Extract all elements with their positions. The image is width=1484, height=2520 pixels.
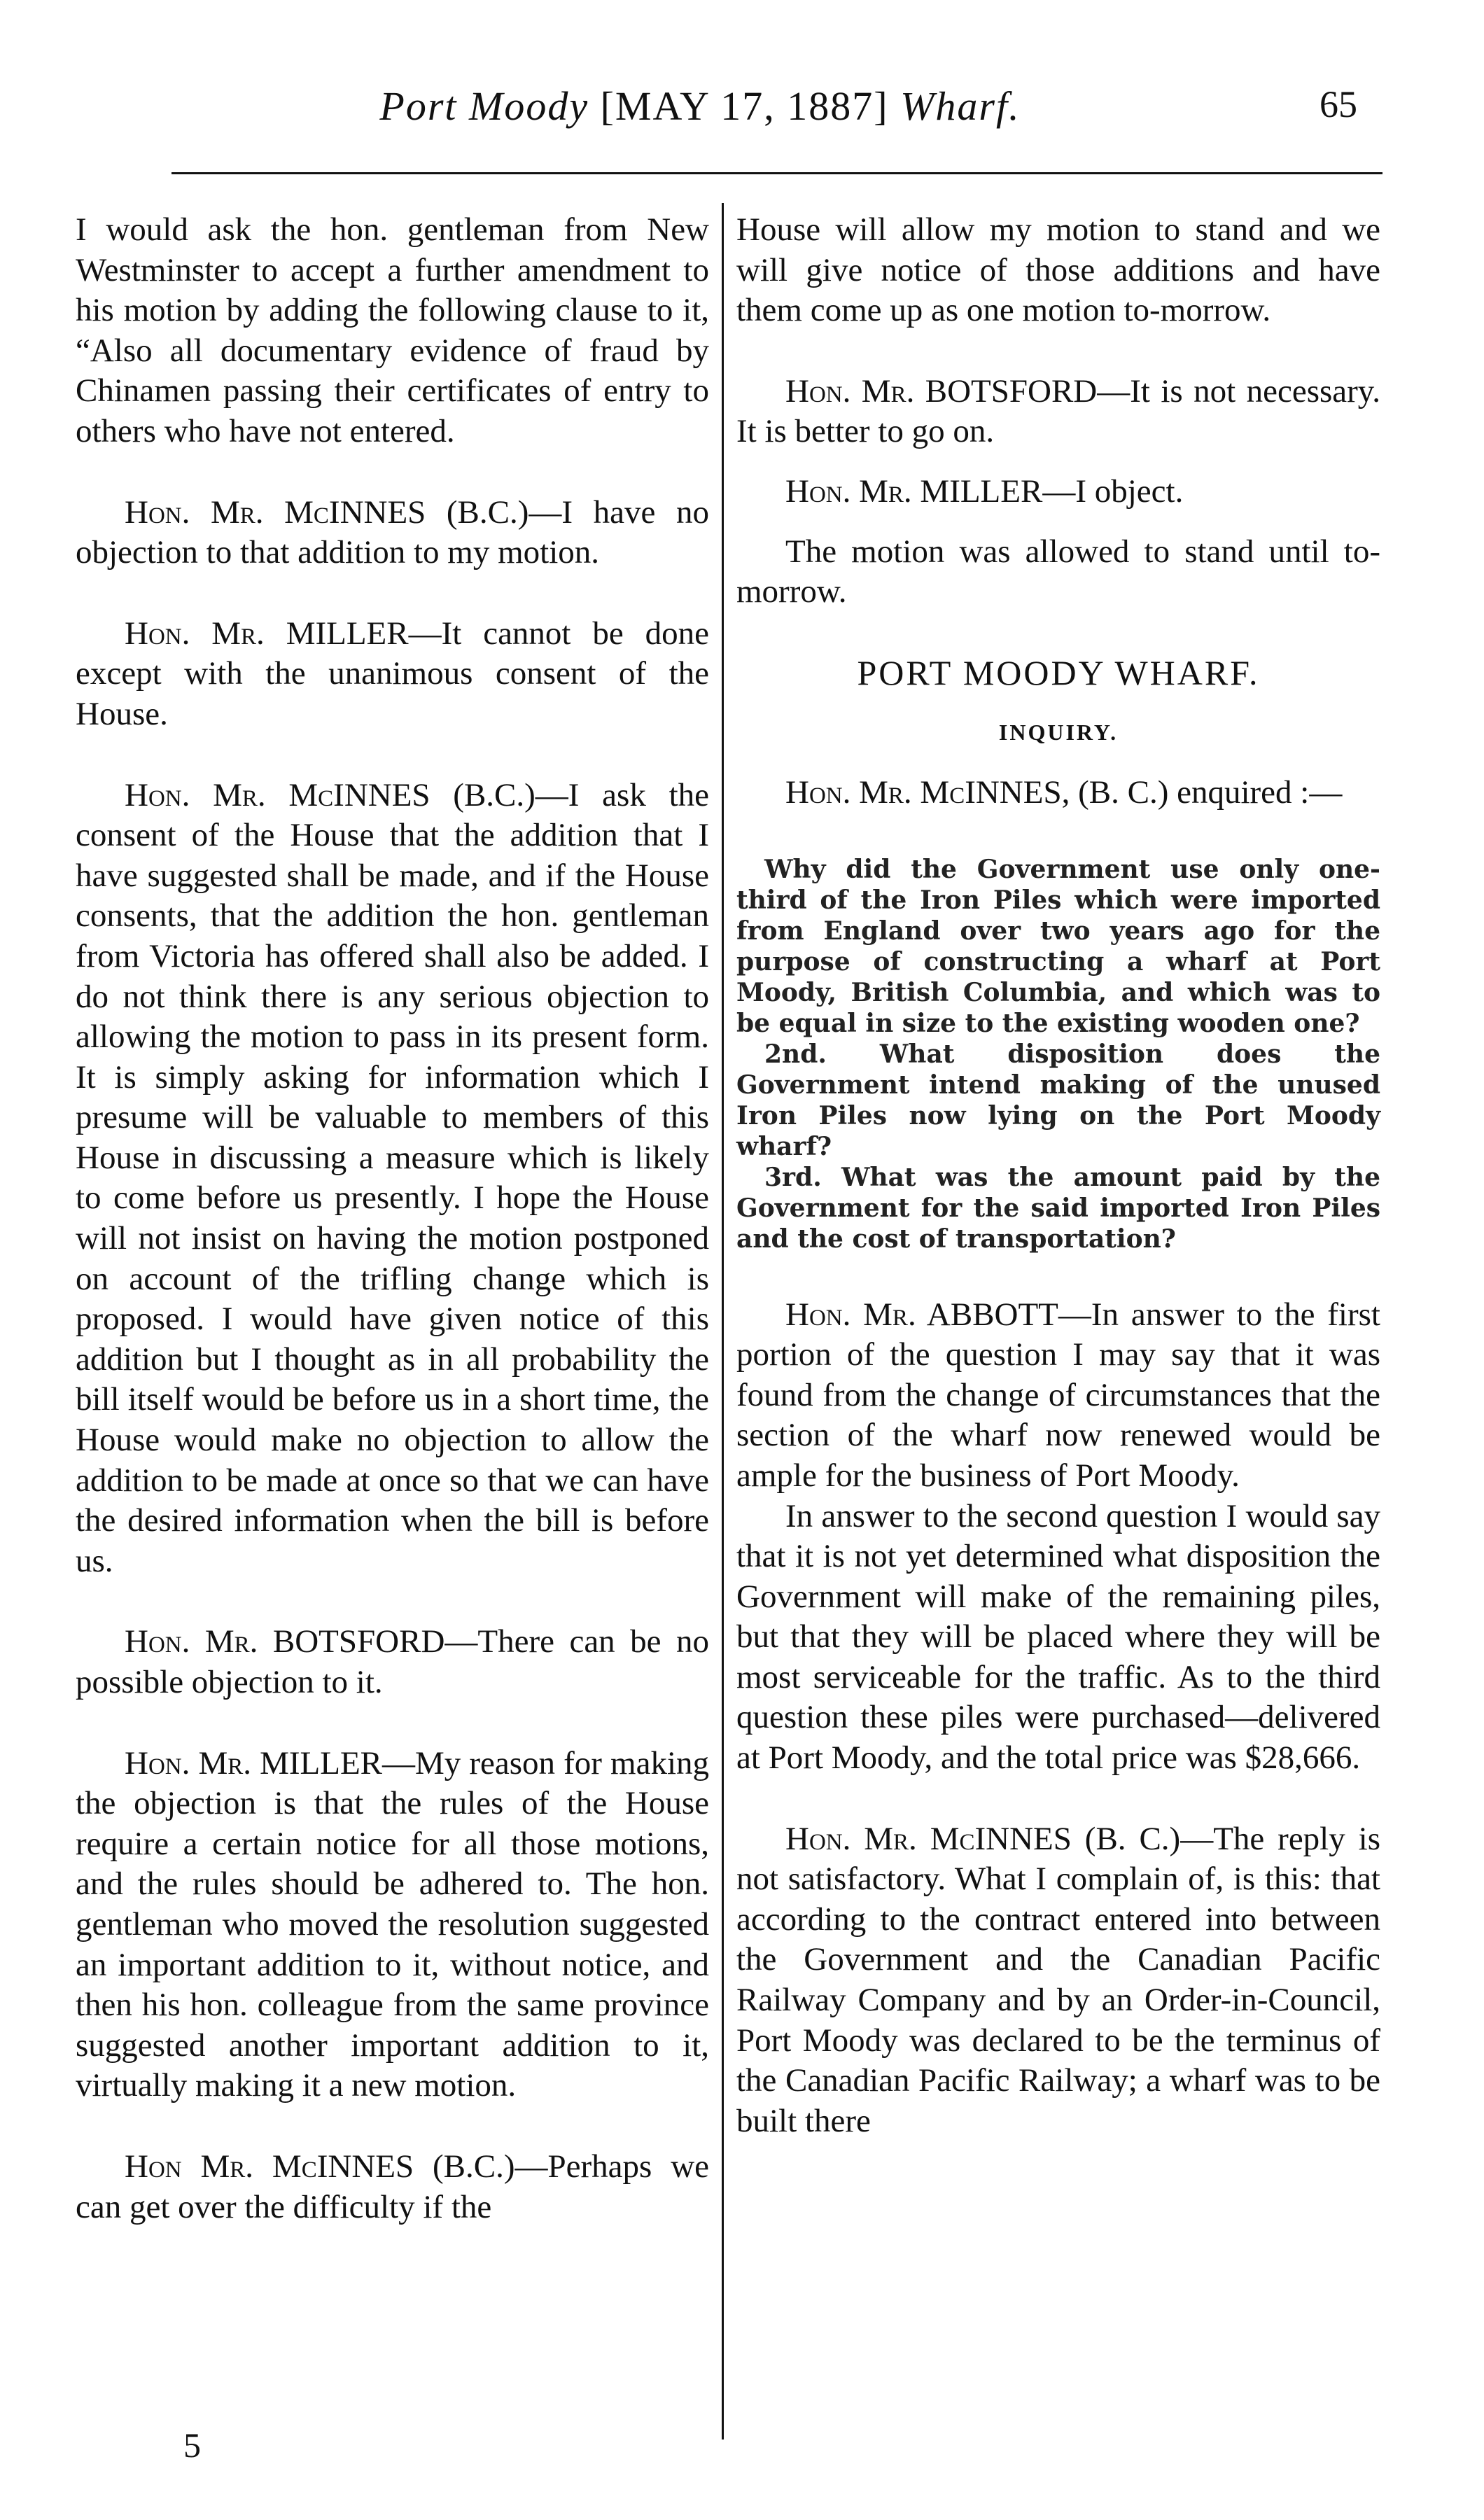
column-divider (722, 203, 724, 2440)
section-title: PORT MOODY WHARF. (857, 652, 1260, 692)
speaker: Hon. Mr. MILLER (785, 472, 1043, 510)
paragraph: In answer to the second question I would say that it is not yet determined what disposition the Government will make of the remaining piles, but that they will be placed where they will be most serviceable for the traffic. As to the third question these piles were purchased—delivered at Port Moody, and the total price was $28,666. (736, 1497, 1380, 1777)
speaker: Hon. Mr. MILLER (125, 615, 409, 652)
question-2: 2nd. What disposition does the Government intend making of the unused Iron Piles now lying on the Port Moody wharf? (736, 1039, 1380, 1161)
page-number: 65 (1320, 83, 1357, 125)
paragraph: House will allow my motion to stand and we will give notice of those additions and have them come up as one motion to-morrow. (736, 211, 1380, 329)
paragraph: Hon. Mr. BOTSFORD—It is not necessary. It is better to go on. (736, 372, 1380, 450)
speaker: Hon. Mr. BOTSFORD (785, 372, 1098, 410)
question-3: 3rd. What was the amount paid by the Government for the said imported Iron Piles and the cost of transportation? (736, 1162, 1380, 1254)
paragraph: Hon. Mr. McINNES (B.C.)—I have no objection to that addition to my motion. (76, 493, 710, 571)
paragraph: The motion was allowed to stand until to-morrow. (736, 533, 1380, 610)
question-1: Why did the Government use only one-third of the Iron Piles which were imported from England over two years ago for the purpose of constructing a wharf at Port Moody, British Columbia, and which was to be equal in size to the existing wooden one? (736, 854, 1380, 1038)
paragraph: Hon. Mr. McINNES (B. C.)—The reply is not satisfactory. What I complain of, is this: that according to the contract entered into between the Government and the Canadian Pacific Railway Company and by an Order-in-Council, Port Moody was declared to be the terminus of the Canadian Pacific Railway; a wharf was to be built there (736, 1820, 1380, 2139)
paragraph: Hon. Mr. McINNES, (B. C.) enquired :— (785, 774, 1343, 811)
header-rule (172, 172, 1382, 174)
paragraph: Hon. Mr. BOTSFORD—There can be no possible objection to it. (76, 1623, 709, 1700)
left-column (76, 210, 709, 2227)
signature-mark: 5 (183, 2426, 201, 2465)
paragraph: Hon Mr. McINNES (B.C.)—Perhaps we can get over the difficulty if the (76, 2148, 710, 2225)
running-head-left: Port Moody (379, 83, 589, 129)
paragraph: Hon. Mr. McINNES (B.C.)—I ask the consent of the House that the addition that I have suggested shall be made, and if the House consents, that the addition the hon. gentleman from Victoria has offered shall also be added. I do not think there is any serious objection to allowing the motion to pass in its present form. It is simply asking for information which I presume will be valuable to members of this House in discussing a measure which is likely to come before us presently. I hope the House will not insist on having the motion postponed on account of the trifling change which is proposed. I would have given notice of this addition but I thought as in all probability the bill itself would be before us in a short time, the House would make no objection to allow the addition to be made at once so that we can have the desired information when the bill is before us. (76, 776, 709, 1579)
speaker: Hon. Mr. MILLER (125, 1744, 383, 1782)
running-head-date: [MAY 17, 1887] (600, 83, 889, 129)
speaker: Hon. Mr. ABBOTT (785, 1296, 1058, 1333)
paragraph: Hon. Mr. ABBOTT—In answer to the first portion of the question I may say that it was found from the change of circumstances that the section of the wharf now renewed would be ample for the business of Port Moody. (736, 1296, 1380, 1494)
speaker: Hon. Mr. McINNES (B.C.) (125, 776, 536, 813)
speaker: Hon. Mr. McINNES, (B. C.) (785, 774, 1169, 811)
speaker: Hon. Mr. McINNES (B.C.) (125, 493, 529, 531)
paragraph: I would ask the hon. gentleman from New Westminster to accept a further amendment to his motion by adding the following clause to it, “Also all documentary evidence of fraud by Chinamen passing their certificates of entry to others who have not entered. (76, 211, 709, 449)
page-header (0, 83, 1484, 139)
paragraph: Hon. Mr. MILLER—It cannot be done except with the unanimous consent of the House. (76, 615, 709, 732)
section-subtitle: INQUIRY. (998, 720, 1119, 746)
speaker: Hon. Mr. BOTSFORD (125, 1623, 445, 1660)
running-head (0, 83, 1400, 130)
speaker: Hon. Mr. McINNES (B. C.) (785, 1820, 1181, 1857)
paragraph: Hon. Mr. MILLER—I object. (785, 472, 1184, 510)
speaker: Hon Mr. McINNES (B.C.) (125, 2148, 515, 2185)
running-head-right: Wharf. (900, 83, 1021, 129)
paragraph: Hon. Mr. MILLER—My reason for making the objection is that the rules of the House require a certain notice for all those motions, and the rules should be adhered to. The hon. gentleman who moved the resolution suggested an important addition to it, without notice, and then his hon. colleague from the same province suggested another important addition to it, virtually making it a new motion. (76, 1744, 710, 2104)
right-column (736, 210, 1380, 2141)
